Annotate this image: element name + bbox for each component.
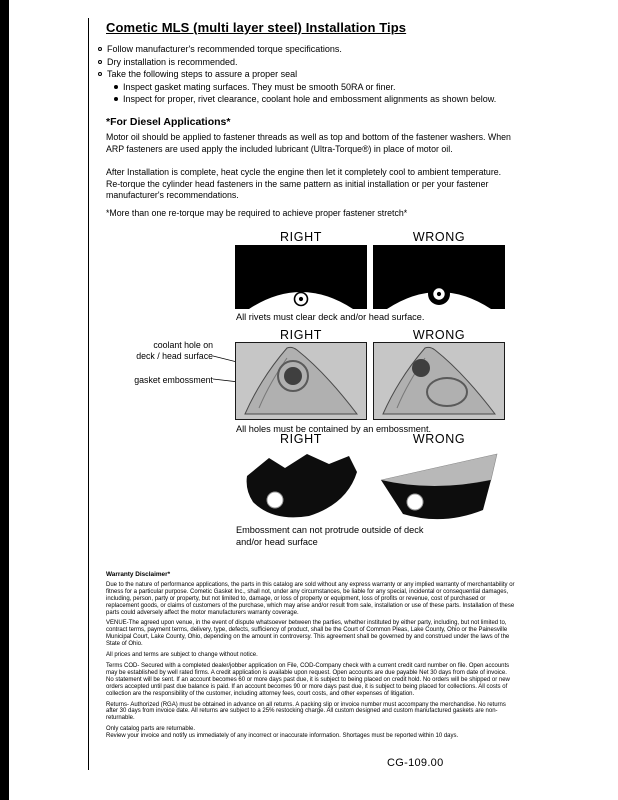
page-title: Cometic MLS (multi layer steel) Installation Tips [106, 20, 407, 35]
diesel-paragraph-1: Motor oil should be applied to fastener threads as well as top and bottom of the fastener washers. When ARP fasteners are used apply the included lubricant (Ultra-Torque®) in place of motor oil. [106, 132, 511, 154]
embossment-containment-wrong-diagram [373, 342, 505, 420]
tip-text: Inspect for proper, rivet clearance, coolant hole and embossment alignments as shown below. [123, 94, 497, 105]
hollow-bullet-icon [98, 72, 102, 76]
list-item [98, 43, 528, 56]
gasket-embossment-callout: gasket embossment [134, 375, 213, 385]
right-label-row3: RIGHT [280, 432, 322, 446]
warranty-paragraph: Only catalog parts are returnable. [106, 726, 196, 733]
tip-text: Dry installation is recommended. [107, 56, 238, 67]
warranty-paragraph: Due to the nature of performance applications, the parts in this catalog are sold without any express warranty or any implied warranty of merchantability or fitness for a particular purpose. Cometic Gasket Inc., shall not, under any circumstances, be liable for any special, incidental or consequential damages, including, person, party or property, but not limited to, damage, or loss of property or equipment, loss of profits or revenue, cost of purchased or replacement goods, or claims of customers of the purchase, which may arise and/or result from sale, installation or use of these parts. Installation of these parts could adversely affect the motor manufacturers warranty coverage. [106, 581, 515, 616]
diesel-paragraph-2: After Installation is complete, heat cycle the engine then let it completely cool to ambient temperature. Re-torque the cylinder head fasteners in the same pattern as initial installation or per your fastener manufacturer's recommendations. [106, 167, 502, 201]
wrong-label-row1: WRONG [412, 230, 466, 244]
solid-bullet-icon [114, 97, 118, 101]
embossment-protrusion-right-diagram [235, 446, 367, 521]
rivet-clearance-wrong-diagram [373, 245, 505, 309]
right-label-row2: RIGHT [280, 328, 322, 342]
warranty-paragraph: VENUE-The agreed upon venue, in the event of dispute whatsoever between the parties, whether instituted by either party, including, but not limited to, contract terms, payment terms, delivery, type, defects, sufficiency of product, shall be the Court of Common Pleas, Lake County, Ohio or the Painesville Municipal Court, Lake County, Ohio, depending on the amount in controversy. This agreement shall be governed by and construed under the laws of the State of Ohio. [106, 620, 510, 648]
warranty-disclaimer [106, 572, 516, 740]
list-item [98, 68, 528, 81]
right-label-row1: RIGHT [280, 230, 322, 244]
rivet-clearance-right-diagram [235, 245, 367, 309]
hollow-bullet-icon [98, 60, 102, 64]
left-vertical-rule [88, 18, 89, 770]
coolant-hole-callout-line2: deck / head surface [136, 351, 213, 361]
wrong-label-row3: WRONG [412, 432, 466, 446]
holes-caption: All holes must be contained by an embossment. [236, 424, 432, 434]
warranty-heading: Warranty Disclaimer* [106, 571, 171, 578]
list-item [114, 93, 528, 106]
tip-text: Follow manufacturer's recommended torque specifications. [107, 44, 342, 54]
retorque-note: *More than one re-torque may be required to achieve proper fastener stretch* [106, 208, 408, 218]
solid-bullet-icon [114, 85, 118, 89]
hollow-bullet-icon [98, 47, 102, 51]
protrusion-caption-line1: Embossment can not protrude outside of deck [236, 525, 424, 535]
tip-text: Inspect gasket mating surfaces. They must be smooth 50RA or finer. [123, 81, 396, 92]
list-item [114, 81, 528, 94]
tips-list [98, 43, 528, 106]
warranty-paragraph: Returns- Authorized (RGA) must be obtained in advance on all returns. A packing slip or invoice number must accompany the merchandise. No returns after 30 days from invoice date. All returns are subject to a 25% restocking charge. All custom designed and custom manufactured gaskets are non-returnable. [106, 701, 506, 722]
warranty-paragraph: Terms COD- Secured with a completed dealer/jobber application on File, COD-Company check with a current credit card number on file. Open accounts may be established by well rated firms. A credit application is available upon request. Open accounts are due payable Net 30 days from date of invoice. No statement will be sent. If an account becomes 60 or more days past due, it is subject to being placed on credit hold. No orders will be shipped or new orders accepted until past due balance is paid. If an account becomes 90 or more days past due, it is subject to being placed for collections. All costs of collection are the responsibility of the customer, including attorney fees, court costs, and other expenses of litigation. [106, 662, 510, 697]
page-number: CG-109.00 [387, 757, 444, 769]
protrusion-caption-line2: and/or head surface [236, 537, 318, 547]
warranty-paragraph: All prices and terms are subject to change without notice. [106, 652, 258, 659]
diesel-applications-heading: *For Diesel Applications* [106, 116, 231, 128]
list-item [98, 56, 528, 69]
coolant-hole-callout-line1: coolant hole on [153, 340, 213, 350]
left-edge-bar [0, 0, 9, 800]
wrong-label-row2: WRONG [412, 328, 466, 342]
warranty-paragraph: Review your invoice and notify us immediately of any incorrect or inaccurate information. Shortages must be reported within 10 days. [106, 733, 459, 740]
embossment-containment-right-diagram [235, 342, 367, 420]
embossment-protrusion-wrong-diagram [373, 446, 505, 521]
rivet-caption: All rivets must clear deck and/or head surface. [236, 312, 425, 322]
tip-text: Take the following steps to assure a proper seal [107, 69, 298, 80]
